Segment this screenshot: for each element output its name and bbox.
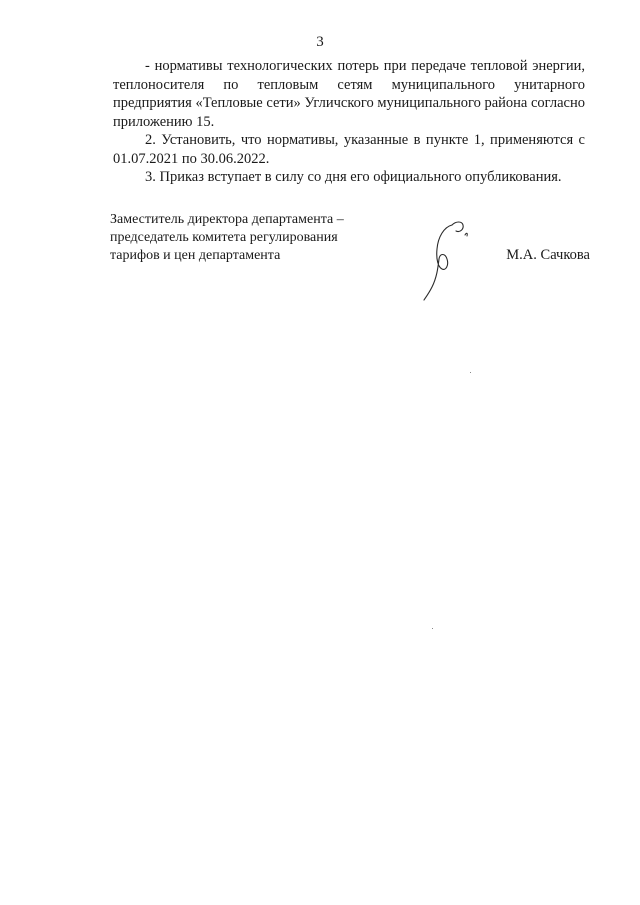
signer-title-line: тарифов и цен департамента — [110, 248, 281, 263]
paragraph-losses-norms: - нормативы технологических потерь при передаче тепловой энергии, теплоносителя по тепловым сетям муниципального унитарного предприятия «Тепловые сети» Угличского муниципального района согласно приложению 15. — [113, 58, 585, 130]
document-body — [113, 57, 585, 187]
page-number: 3 — [316, 34, 324, 50]
signer-title-line: председатель комитета регулирования — [110, 230, 338, 245]
signer-name: М.А. Сачкова — [506, 247, 590, 263]
signature-block — [110, 211, 590, 311]
paragraph-entry-into-force: 3. Приказ вступает в силу со дня его официального опубликования. — [145, 169, 562, 185]
scan-speck — [470, 372, 471, 373]
signer-title-line: Заместитель директора департамента – — [110, 212, 344, 227]
paragraph-validity-period: 2. Установить, что нормативы, указанные в пункте 1, применяются с 01.07.2021 по 30.06.2022. — [113, 132, 585, 167]
handwritten-signature — [418, 211, 478, 303]
scan-speck — [432, 628, 433, 629]
signer-title — [110, 211, 344, 265]
